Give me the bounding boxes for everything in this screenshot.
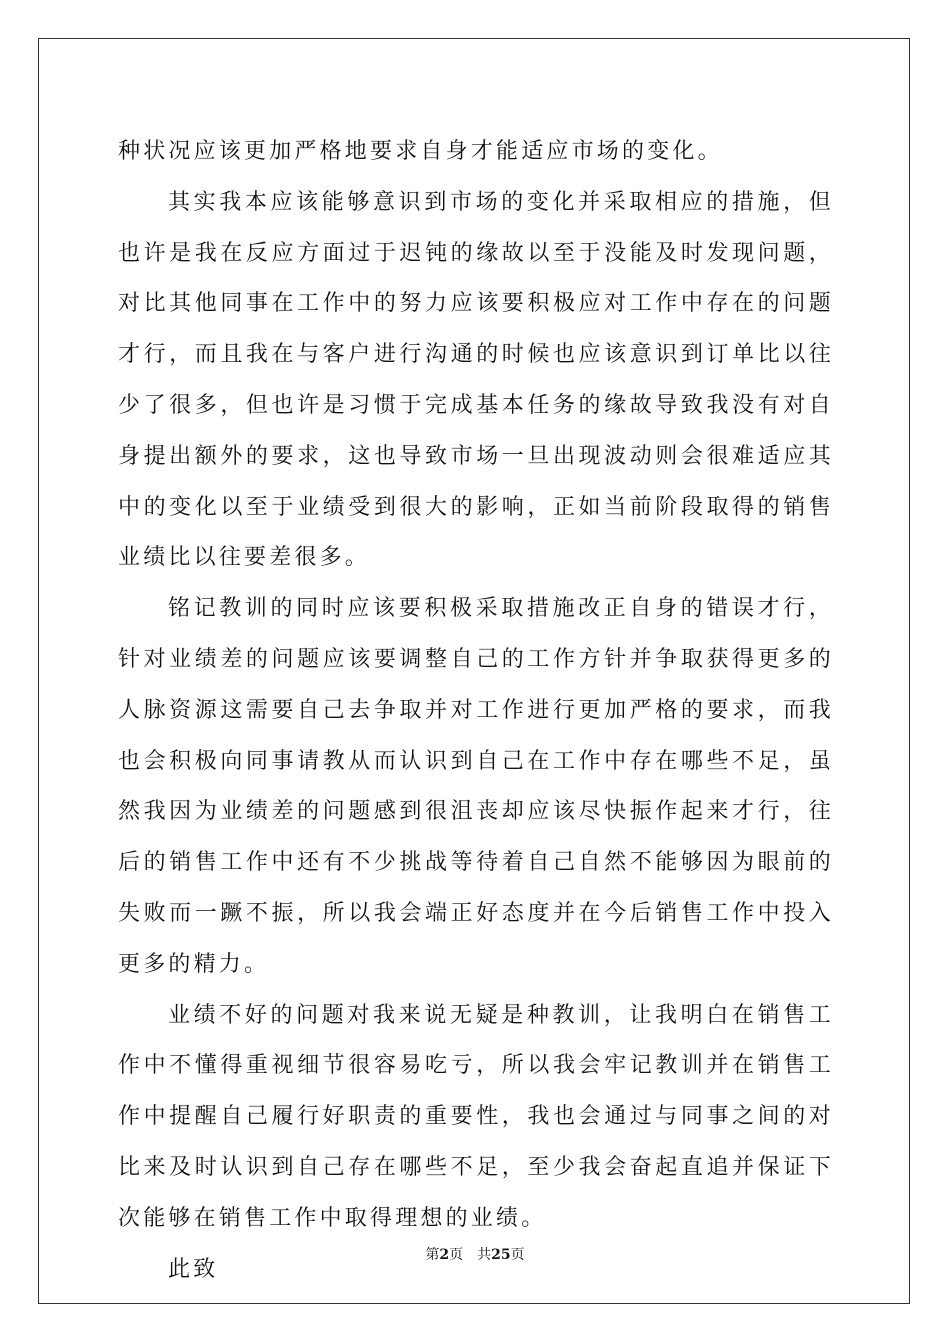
document-body bbox=[118, 127, 834, 1295]
total-prefix: 共 bbox=[477, 1247, 492, 1263]
page-footer bbox=[0, 1244, 950, 1264]
page-number: 2 bbox=[439, 1247, 450, 1263]
paragraph-2: 其实我本应该能够意识到市场的变化并采取相应的措施，但也许是我在反应方面过于迟钝的缘故以至于没能及时发现问题，对比其他同事在工作中的努力应该要积极应对工作中存在的问题才行，而且我在与客户进行沟通的时候也应该意识到订单比以往少了很多，但也许是习惯于完成基本任务的缘故导致我没有对自身提出额外的要求，这也导致市场一旦出现波动则会很难适应其中的变化以至于业绩受到很大的影响，正如当前阶段取得的销售业绩比以往要差很多。 bbox=[118, 189, 834, 571]
total-pages: 25 bbox=[491, 1247, 511, 1263]
page-suffix: 页 bbox=[449, 1247, 464, 1263]
page-prefix: 第 bbox=[425, 1247, 440, 1263]
paragraph-1: 种状况应该更加严格地要求自身才能适应市场的变化。 bbox=[118, 139, 723, 164]
total-suffix: 页 bbox=[510, 1247, 525, 1263]
paragraph-4: 业绩不好的问题对我来说无疑是种教训，让我明白在销售工作中不懂得重视细节很容易吃亏，所以我会牢记教训并在销售工作中提醒自己履行好职责的重要性，我也会通过与同事之间的对比来及时认识到自己存在哪些不足，至少我会奋起直追并保证下次能够在销售工作中取得理想的业绩。 bbox=[118, 1002, 834, 1231]
closing-salutation: 此致 bbox=[168, 1256, 219, 1282]
paragraph-3: 铭记教训的同时应该要积极采取措施改正自身的错误才行，针对业绩差的问题应该要调整自己的工作方针并争取获得更多的人脉资源这需要自己去争取并对工作进行更加严格的要求，而我也会积极向同事请教从而认识到自己在工作中存在哪些不足，虽然我因为业绩差的问题感到很沮丧却应该尽快振作起来才行，往后的销售工作中还有不少挑战等待着自己自然不能够因为眼前的失败而一蹶不振，所以我会端正好态度并在今后销售工作中投入更多的精力。 bbox=[118, 596, 834, 977]
